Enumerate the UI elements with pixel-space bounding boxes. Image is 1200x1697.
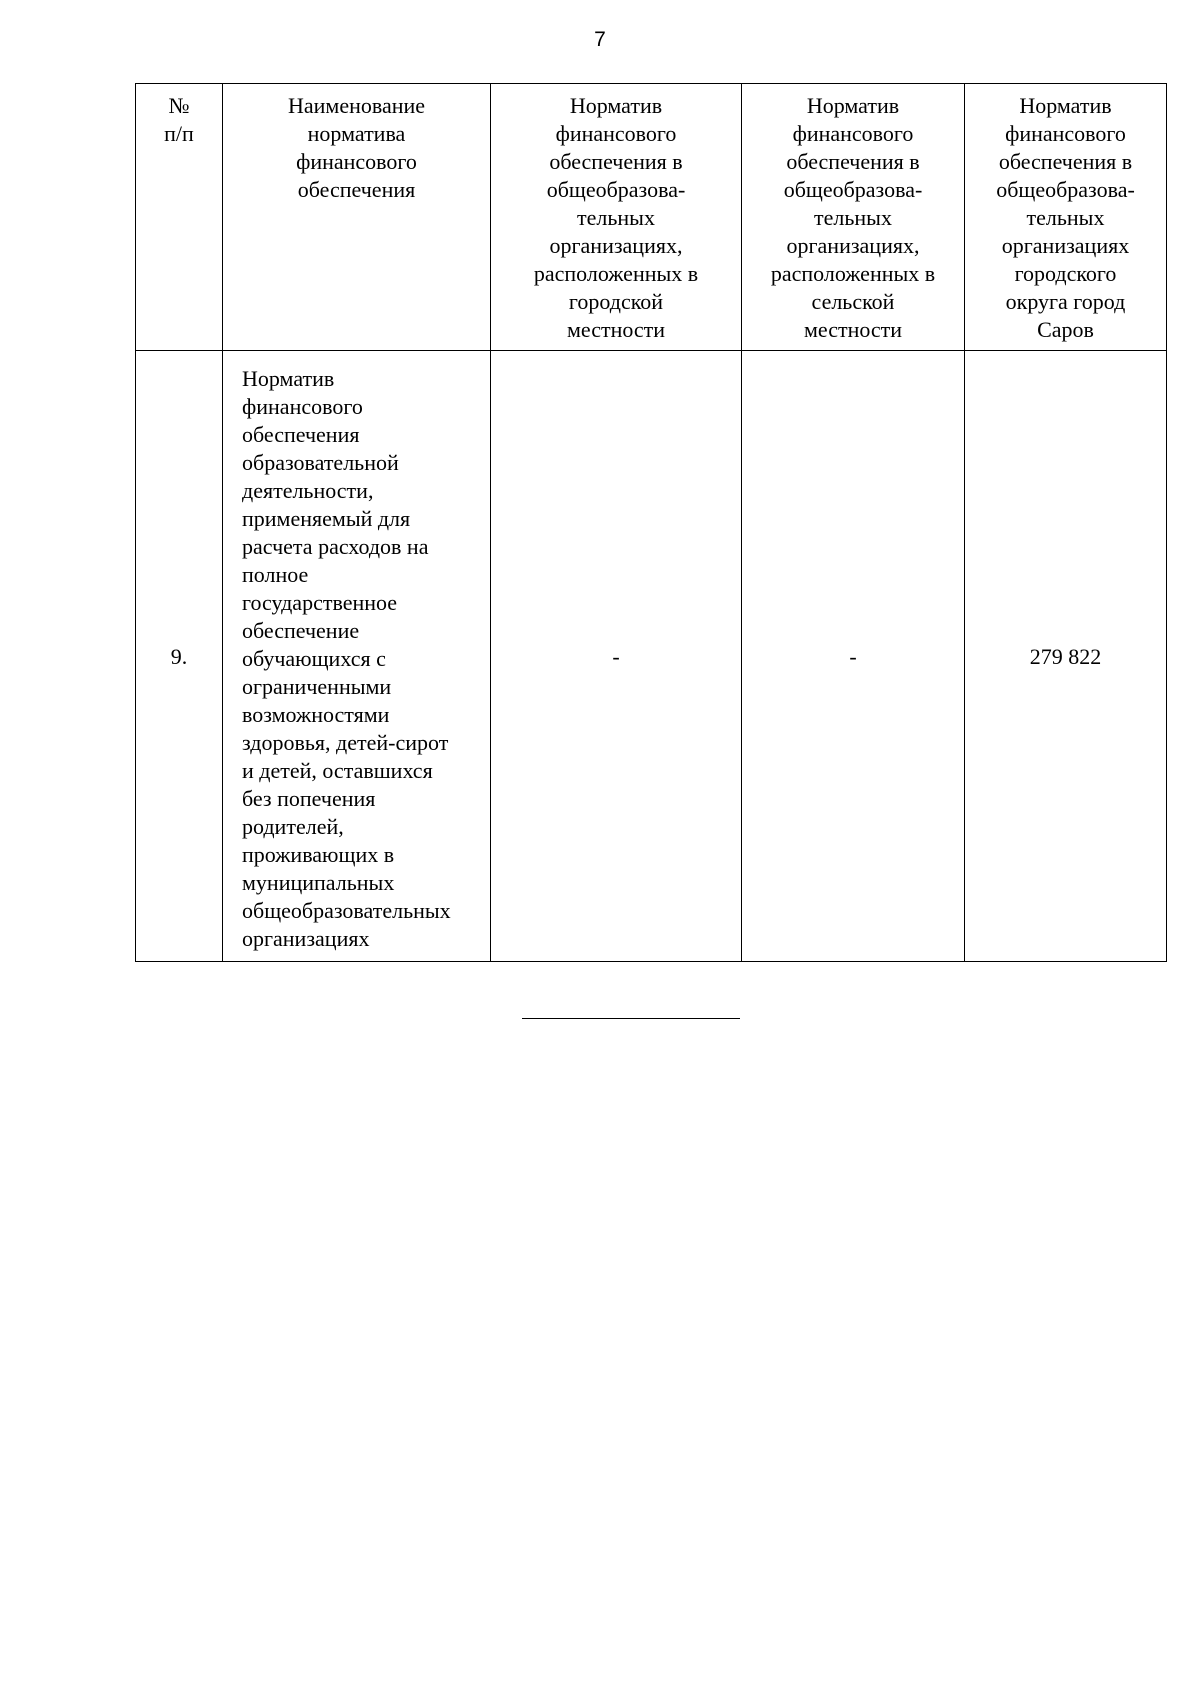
- header-text-line: Норматив: [569, 93, 663, 118]
- header-text-line: расположенных в: [533, 261, 699, 286]
- row-name-line: деятельности,: [242, 478, 374, 503]
- row-name-line: родителей,: [242, 814, 344, 839]
- header-name: [223, 84, 491, 351]
- table-row: [136, 351, 1167, 962]
- header-text-line: местности: [566, 317, 666, 342]
- row-name: [223, 351, 491, 962]
- header-text-line: расположенных в: [770, 261, 936, 286]
- header-text-line: местности: [803, 317, 903, 342]
- row-sarov-value: 279 822: [965, 351, 1167, 962]
- header-text-line: городского: [1014, 261, 1117, 286]
- header-text-line: финансового: [555, 121, 677, 146]
- row-number: 9.: [136, 351, 223, 962]
- row-name-line: возможностями: [242, 702, 390, 727]
- row-name-line: обеспечения: [242, 422, 360, 447]
- header-text-line: Норматив: [806, 93, 900, 118]
- row-name-line: применяемый для: [242, 506, 411, 531]
- header-line: [752, 92, 954, 344]
- row-name-line: общеобразовательных: [242, 898, 451, 923]
- row-name-line: Норматив: [242, 366, 335, 391]
- header-text-line: обеспечения в: [549, 149, 683, 174]
- header-text-line: финансового: [296, 149, 417, 174]
- closing-rule: [522, 1018, 740, 1019]
- table-header-row: [136, 84, 1167, 351]
- standards-table: [135, 83, 1167, 962]
- header-text-line: организациях,: [786, 233, 920, 258]
- row-name-line: государственное: [242, 590, 398, 615]
- row-urban-value: -: [491, 351, 742, 962]
- header-text-line: обеспечения: [297, 177, 416, 202]
- header-text-line: Норматив: [1019, 93, 1112, 118]
- header-line: [233, 92, 480, 204]
- header-line: [146, 92, 212, 148]
- row-name-line: муниципальных: [242, 870, 395, 895]
- header-text-line: городской: [568, 289, 664, 314]
- header-text-line: округа город: [1005, 289, 1126, 314]
- row-name-line: ограниченными: [242, 674, 392, 699]
- header-text-line: норматива: [307, 121, 406, 146]
- header-text-line: №: [168, 93, 190, 118]
- row-name-line: без попечения: [242, 786, 376, 811]
- header-text-line: тельных: [814, 205, 892, 230]
- row-name-line: обеспечение: [242, 618, 360, 643]
- page-number: 7: [594, 28, 606, 51]
- row-name-line: здоровья, детей-сирот: [242, 730, 449, 755]
- header-text-line: тельных: [1026, 205, 1105, 230]
- header-text-line: общеобразова-: [783, 177, 923, 202]
- header-text-line: финансового: [792, 121, 914, 146]
- header-urban: [491, 84, 742, 351]
- header-number: [136, 84, 223, 351]
- row-rural-value: -: [742, 351, 965, 962]
- header-text-line: организациях: [1001, 233, 1130, 258]
- header-text-line: финансового: [1005, 121, 1126, 146]
- header-text-line: организациях,: [549, 233, 683, 258]
- header-text-line: обеспечения в: [786, 149, 920, 174]
- row-name-line: образовательной: [242, 450, 399, 475]
- row-name-line: полное: [242, 562, 309, 587]
- header-line: [975, 92, 1156, 344]
- row-name-line: проживающих в: [242, 842, 395, 867]
- header-text-line: обеспечения в: [998, 149, 1133, 174]
- header-text-line: общеобразова-: [996, 177, 1135, 202]
- header-text-line: сельской: [811, 289, 895, 314]
- header-text-line: тельных: [577, 205, 655, 230]
- header-rural: [742, 84, 965, 351]
- header-sarov: [965, 84, 1167, 351]
- row-name-line: и детей, оставшихся: [242, 758, 433, 783]
- header-text-line: общеобразова-: [546, 177, 686, 202]
- row-name-line: расчета расходов на: [242, 534, 429, 559]
- header-text-line: Наименование: [287, 93, 426, 118]
- header-line: [501, 92, 731, 344]
- row-name-line: обучающихся с: [242, 646, 386, 671]
- row-name-line: финансового: [242, 394, 363, 419]
- row-name-line: организациях: [242, 926, 370, 951]
- header-text-line: п/п: [164, 121, 194, 146]
- row-name-text: [242, 365, 480, 953]
- header-text-line: Саров: [1037, 317, 1094, 342]
